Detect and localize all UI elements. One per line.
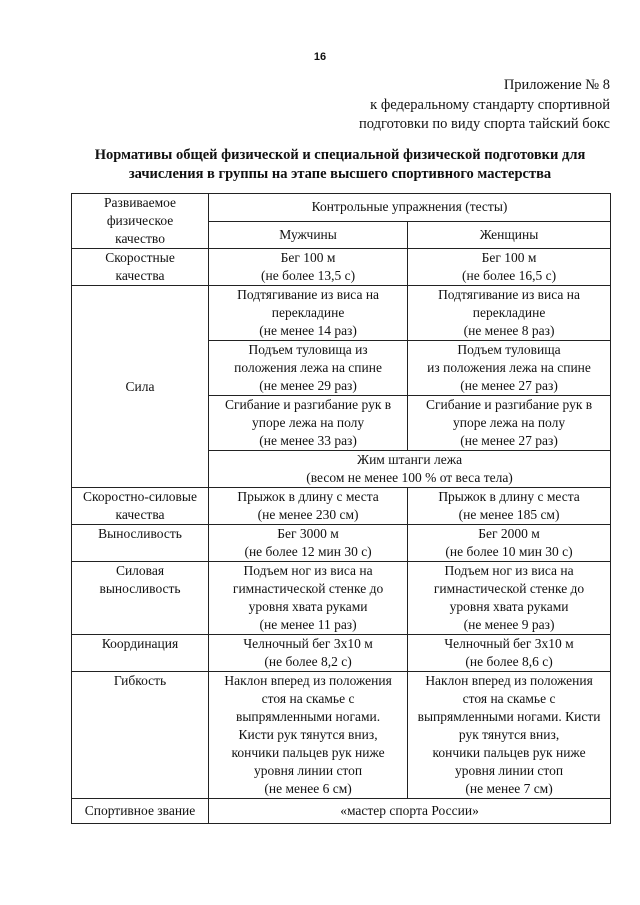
cell-line: (не менее 6 см) — [264, 781, 352, 796]
women-cell — [408, 525, 611, 562]
cell-line: положения лежа на спине — [234, 360, 382, 375]
appendix-line: Приложение № 8 — [503, 77, 610, 93]
cell-line: (не менее 14 раз) — [259, 323, 357, 338]
appendix-line: к федеральному стандарту спортивной — [370, 96, 610, 113]
cell-line: Подъем туловища из — [248, 342, 368, 357]
cell-line: (не менее 7 см) — [465, 781, 553, 796]
cell-line: Челночный бег 3x10 м — [243, 636, 373, 651]
norms-table — [71, 193, 611, 824]
cell-line: уровня хвата руками — [449, 599, 569, 614]
cell-line: (не менее 230 см) — [257, 507, 359, 522]
women-cell — [408, 286, 611, 341]
cell-line: гимнастической стенке до — [433, 581, 585, 596]
table-row — [72, 635, 611, 672]
cell-line: Бег 3000 м — [277, 526, 339, 541]
cell-line: (не менее 9 раз) — [463, 617, 555, 632]
women-cell — [408, 672, 611, 799]
cell-line: (не более 12 мин 30 с) — [244, 544, 372, 559]
combined-cell: «мастер спорта России» — [209, 799, 611, 824]
cell-line: гимнастической стенке до — [232, 581, 384, 596]
table-row — [72, 488, 611, 525]
table-row — [72, 249, 611, 286]
appendix-line: подготовки по виду спорта тайский бокс — [359, 116, 610, 132]
title-line: зачисления в группы на этапе высшего спортивного мастерства — [128, 166, 552, 182]
quality-cell: Сила — [72, 286, 209, 488]
table-row — [72, 286, 611, 341]
men-cell — [209, 672, 408, 799]
quality-cell: Спортивное звание — [72, 799, 209, 824]
cell-line: уровня линии стоп — [254, 763, 363, 778]
header-women-cell: Женщины — [408, 221, 611, 249]
cell-line: кончики пальцев рук ниже — [432, 745, 586, 760]
cell-line: Развиваемое — [103, 195, 177, 210]
table-row — [72, 799, 611, 824]
cell-line: (не менее 8 раз) — [463, 323, 555, 338]
cell-line: (весом не менее 100 % от веса тела) — [306, 470, 513, 485]
cell-line: стоя на скамье с — [462, 691, 556, 706]
cell-line: уровня хвата руками — [248, 599, 368, 614]
cell-line: Бег 100 м — [280, 250, 336, 265]
cell-line: (не более 8,6 с) — [465, 654, 553, 669]
men-cell — [209, 396, 408, 451]
cell-line: качества — [115, 507, 165, 522]
cell-line: рук тянутся вниз, — [458, 727, 560, 742]
quality-cell: Координация — [72, 635, 209, 672]
cell-line: (не менее 27 раз) — [460, 433, 558, 448]
header-tests-cell: Контрольные упражнения (тесты) — [209, 194, 611, 222]
cell-line: Подъем ног из виса на — [243, 563, 373, 578]
quality-cell — [72, 488, 209, 525]
cell-line: Прыжок в длину с места — [237, 489, 379, 504]
cell-line: Прыжок в длину с места — [438, 489, 580, 504]
cell-line: (не менее 11 раз) — [259, 617, 357, 632]
men-cell — [209, 249, 408, 286]
cell-line: упоре лежа на полу — [452, 415, 566, 430]
quality-cell: Выносливость — [72, 525, 209, 562]
table-row — [72, 525, 611, 562]
cell-line: Подъем ног из виса на — [444, 563, 574, 578]
cell-line: Сгибание и разгибание рук в — [425, 397, 593, 412]
cell-line: физическое — [106, 213, 174, 228]
cell-line: Подъем туловища — [457, 342, 561, 357]
cell-line: (не более 16,5 с) — [461, 268, 557, 283]
men-cell — [209, 562, 408, 635]
cell-line: (не более 8,2 с) — [264, 654, 352, 669]
table-header-row — [72, 194, 611, 222]
cell-line: качества — [115, 268, 165, 283]
cell-line: перекладине — [472, 305, 546, 320]
cell-line: (не более 13,5 с) — [261, 268, 356, 283]
cell-line: Челночный бег 3x10 м — [444, 636, 574, 651]
cell-line: Наклон вперед из положения — [425, 673, 593, 688]
cell-line: Бег 100 м — [481, 250, 537, 265]
women-cell — [408, 249, 611, 286]
cell-line: Силовая — [115, 563, 165, 578]
header-men-cell: Мужчины — [209, 221, 408, 249]
men-cell — [209, 286, 408, 341]
cell-line: из положения лежа на спине — [427, 360, 591, 375]
cell-line: (не менее 29 раз) — [259, 378, 357, 393]
cell-line: перекладине — [271, 305, 345, 320]
women-cell — [408, 341, 611, 396]
cell-line: качество — [115, 231, 165, 246]
women-cell — [408, 396, 611, 451]
cell-line: Сгибание и разгибание рук в — [224, 397, 392, 412]
cell-line: выпрямленными ногами. Кисти — [417, 709, 601, 724]
cell-line: Бег 2000 м — [478, 526, 540, 541]
cell-line: кончики пальцев рук ниже — [231, 745, 385, 760]
cell-line: упоре лежа на полу — [252, 415, 365, 430]
men-cell — [209, 341, 408, 396]
cell-line: Скоростные — [105, 250, 175, 265]
cell-line: Наклон вперед из положения — [224, 673, 392, 688]
cell-line: Скоростно-силовые — [83, 489, 197, 504]
women-cell — [408, 488, 611, 525]
quality-cell — [72, 249, 209, 286]
women-cell — [408, 635, 611, 672]
cell-line: (не менее 185 см) — [458, 507, 560, 522]
men-cell — [209, 635, 408, 672]
header-quality-cell — [72, 194, 209, 249]
title-line: Нормативы общей физической и специальной физической подготовки для — [94, 147, 586, 163]
combined-cell — [209, 451, 611, 488]
men-cell — [209, 488, 408, 525]
cell-line: выпрямленными ногами. — [235, 709, 381, 724]
cell-line: уровня линии стоп — [454, 763, 564, 778]
document-title — [60, 146, 620, 184]
table-row — [72, 672, 611, 799]
cell-line: стоя на скамье с — [261, 691, 355, 706]
cell-line: Жим штанги лежа — [356, 452, 463, 467]
appendix-reference — [359, 76, 610, 135]
cell-line: (не менее 33 раз) — [259, 433, 357, 448]
cell-line: Кисти рук тянутся вниз, — [238, 727, 378, 742]
page-number: 16 — [313, 51, 327, 63]
cell-line: (не более 10 мин 30 с) — [445, 544, 573, 559]
cell-line: (не менее 27 раз) — [460, 378, 558, 393]
men-cell — [209, 525, 408, 562]
cell-line: Подтягивание из виса на — [438, 287, 581, 302]
women-cell — [408, 562, 611, 635]
cell-line: Подтягивание из виса на — [237, 287, 380, 302]
quality-cell: Гибкость — [72, 672, 209, 799]
cell-line: выносливость — [99, 581, 181, 596]
table-row — [72, 562, 611, 635]
quality-cell — [72, 562, 209, 635]
